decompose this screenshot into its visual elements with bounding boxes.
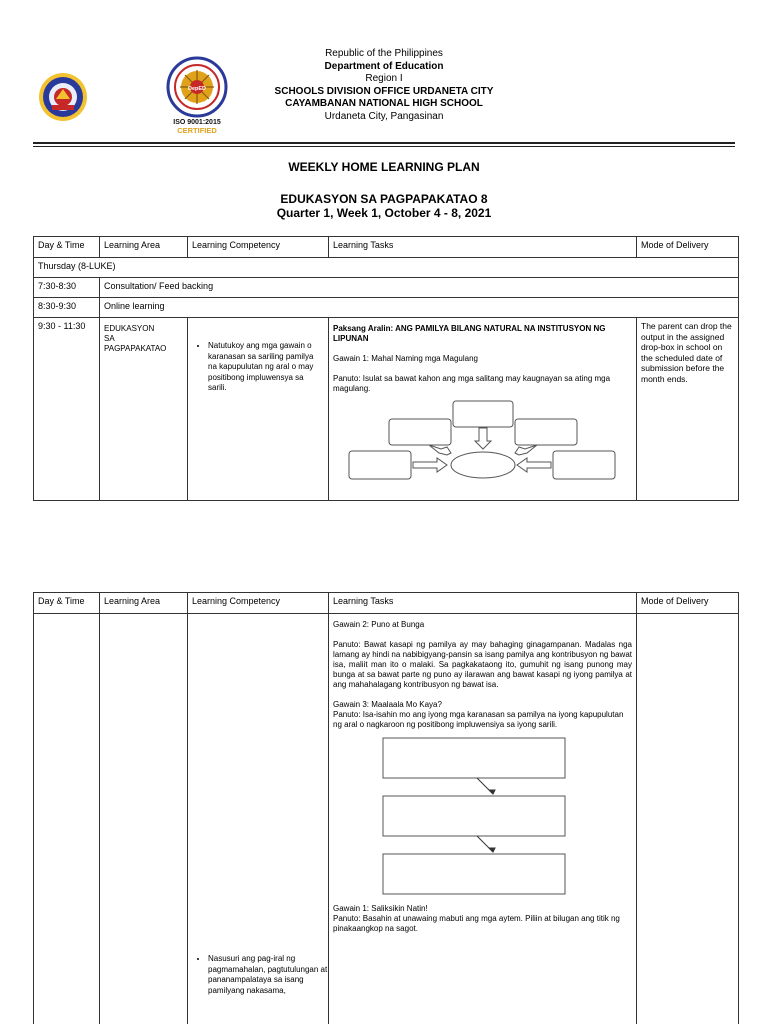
quarter-title: Quarter 1, Week 1, October 4 - 8, 2021 [276,206,492,220]
header-day-time: Day & Time [34,237,100,258]
map-box-left [389,419,451,445]
table-header-row [34,593,739,614]
table-row [34,278,739,298]
arrow-from-left [429,445,451,455]
competency-item: • Natutukoy ang mga gawain o karanasan sa sariling pamilya na kapupulutan ng aral o may positibong impluwensya sa sarili. [208,341,324,394]
header-learning-area: Learning Area [100,593,188,614]
tasks-cell [329,614,637,1024]
map-box-bottom-left [349,451,411,479]
empty-mode-cell [637,614,739,1024]
flow-arrowhead [489,790,495,794]
iso-label: ISO 9001:2015 [173,119,221,126]
task-title: Gawain 2: Puno at Bunga [333,620,425,629]
table-row [34,614,739,1024]
competency-item: • Nasusuri ang pag-iral ng pagmamahalan, pagtutulungan at pananampalataya sa isang pamilyang nakasama, [208,954,338,996]
school-line: CAYAMBANAN NATIONAL HIGH SCHOOL [285,98,483,109]
header-mode-of-delivery: Mode of Delivery [637,237,739,258]
area-line: EDUKASYON [104,324,155,333]
learning-plan-table-continued [33,592,739,1024]
letterhead [0,46,768,136]
area-line: PAGPAPAKATAO [104,344,167,353]
flow-box [383,738,565,778]
table-row [34,258,739,278]
task-instruction: Panuto: Basahin at unawaing mabuti ang mga aytem. Piliin at bilugan ang titik ng pinakaangkop na sagot. [333,914,620,933]
experience-flow-boxes [333,736,633,902]
map-box-bottom-right [553,451,615,479]
header-learning-tasks: Learning Tasks [329,237,637,258]
header-mode-of-delivery: Mode of Delivery [637,593,739,614]
task-title: Gawain 3: Maalaala Mo Kaya? [333,700,442,709]
empty-area-cell [100,614,188,1024]
plan-title: WEEKLY HOME LEARNING PLAN [288,160,480,174]
arrow-right [413,458,447,472]
header-learning-tasks: Learning Tasks [329,593,637,614]
certified-label: CERTIFIED [177,126,217,135]
day-label: Thursday (8-LUKE) [34,258,739,278]
division-line: SCHOOLS DIVISION OFFICE URDANETA CITY [274,85,494,97]
area-line: SA [104,334,115,343]
department-line: Department of Education [324,60,444,72]
map-box-top [453,401,513,427]
mode-of-delivery-cell: The parent can drop the output in the assigned drop-box in school on the scheduled date of submission before the month ends. [637,318,739,501]
logo-ring-text: DepED [187,86,207,92]
header-divider-thin [33,146,735,147]
subject-title: EDUKASYON SA PAGPAPAKATAO 8 [280,192,488,206]
header-learning-competency: Learning Competency [188,237,329,258]
task-instruction: Panuto: Isulat sa bawat kahon ang mga salitang may kaugnayan sa ating mga magulang. [333,374,611,393]
task-title: Gawain 1: Mahal Naming mga Magulang [333,354,478,363]
task-instruction: Panuto: Bawat kasapi ng pamilya ay may bahaging ginagampanan. Madalas nga lamang ay hindi na nabibigyang-pansin sa isang pamilya ang kontribusyon ng bawat isa, maliit man ito o malaki. Sa pagkakataong ito, gumuhit ng isang punong may bunga at sa bawat parte ng puno ay ilarawan ang bawat kasapi ng iyong pamilya at ang mahahalagang kontribusyon ng bawat isa. [333,640,632,689]
region-line: Region I [365,73,403,84]
table-row [34,318,739,501]
tasks-cell [329,318,637,501]
republic-line: Republic of the Philippines [325,48,443,59]
empty-time-cell [34,614,100,1024]
task-title: Gawain 1: Saliksikin Natin! [333,904,428,913]
arrow-down [475,428,491,449]
flow-arrowhead [489,848,495,852]
map-center-ellipse [451,452,515,478]
header-day-time: Day & Time [34,593,100,614]
main-time: 9:30 - 11:30 [34,318,100,501]
competency-cell [188,614,329,1024]
table-row [34,298,739,318]
task-instruction: Panuto: Isa-isahin mo ang iyong mga karanasan sa pamilya na iyong kapupulutan ng aral o nagkaroon ng positibong impluwensiya sa iyong sarili. [333,710,624,729]
learning-area-cell [100,318,188,501]
header-divider-thick [33,142,735,144]
flow-box [383,796,565,836]
letterhead-text [0,48,768,123]
arrow-from-right [515,445,537,455]
row-time: 8:30-9:30 [34,298,100,318]
header-learning-competency: Learning Competency [188,593,329,614]
table-header-row [34,237,739,258]
map-box-right [515,419,577,445]
header-learning-area: Learning Area [100,237,188,258]
parents-concept-map [333,399,633,485]
document-titles [0,160,768,220]
row-activity: Online learning [100,298,739,318]
row-time: 7:30-8:30 [34,278,100,298]
row-activity: Consultation/ Feed backing [100,278,739,298]
competency-cell [188,318,329,501]
arrow-left [517,458,551,472]
topic-text: Paksang Aralin: ANG PAMILYA BILANG NATURAL NA INSTITUSYON NG LIPUNAN [333,324,606,343]
flow-box [383,854,565,894]
address-line: Urdaneta City, Pangasinan [324,110,444,122]
learning-plan-table [33,236,739,501]
